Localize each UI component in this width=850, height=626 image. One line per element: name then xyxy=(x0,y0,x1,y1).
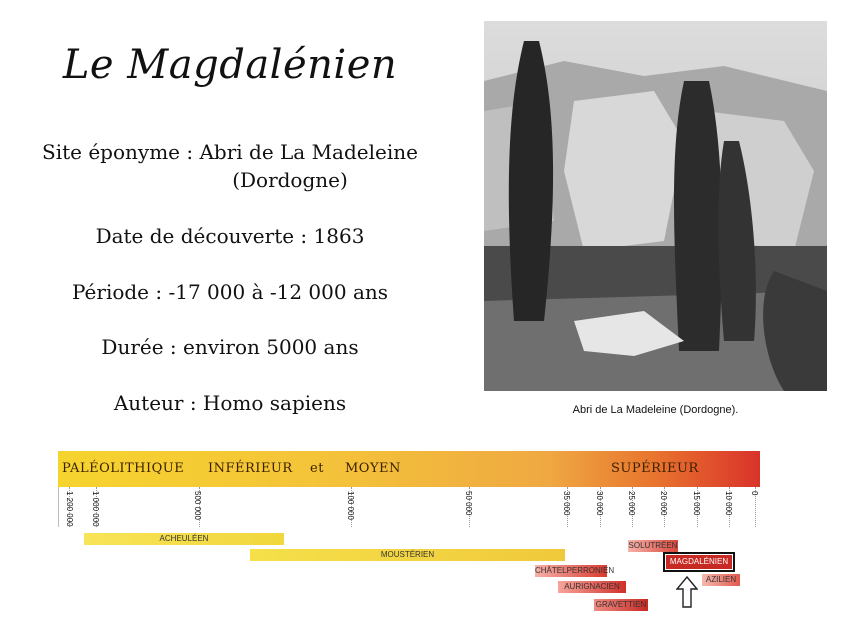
period: Période : -17 000 à -12 000 ans xyxy=(71,280,389,304)
label-moyen: MOYEN xyxy=(345,461,401,476)
tick-label: 20 000 xyxy=(659,491,668,516)
site-eponyme: Site éponyme : Abri de La Madeleine xyxy=(42,140,418,164)
up-arrow-icon xyxy=(676,576,698,608)
discovery-date: Date de découverte : 1863 xyxy=(95,224,365,248)
duration: Durée : environ 5000 ans xyxy=(101,335,359,359)
culture-azilien: AZILIEN xyxy=(702,574,740,586)
tick-label: 35 000 xyxy=(562,491,571,516)
culture-magdalenien: MAGDALÉNIEN xyxy=(666,555,732,569)
label-paleolithique: PALÉOLITHIQUE xyxy=(62,461,185,476)
label-et: et xyxy=(310,461,324,476)
timeline-band xyxy=(58,451,760,487)
photo-caption: Abri de La Madeleine (Dordogne). xyxy=(572,404,739,416)
culture-chatelperronien: CHÂTELPERRONIEN xyxy=(535,566,615,575)
culture-solutreen: SOLUTRÉEN xyxy=(628,541,678,550)
tick-label: 30 000 xyxy=(595,491,604,516)
tick-label: 100 000 xyxy=(346,491,355,520)
timeline-scale xyxy=(58,487,761,527)
tick-label: 0 xyxy=(750,491,759,496)
site-region: (Dordogne) xyxy=(232,168,348,192)
culture-acheuleen: ACHEULÉEN xyxy=(84,533,284,545)
abri-photo xyxy=(484,21,827,391)
tick-label: 500 000 xyxy=(193,491,202,520)
tick-label: 15 000 xyxy=(692,491,701,516)
tick-label: 1 200 000 xyxy=(65,491,74,527)
tick-label: 50 000 xyxy=(464,491,473,516)
culture-gravettien: GRAVETTIEN xyxy=(595,600,647,609)
culture-mousterien: MOUSTÉRIEN xyxy=(250,549,565,561)
rock-shelter-image xyxy=(484,21,827,391)
tick-label: 10 000 xyxy=(724,491,733,516)
page-title: Le Magdalénien xyxy=(62,42,398,88)
label-inferieur: INFÉRIEUR xyxy=(208,461,293,476)
tick-label: 1 000 000 xyxy=(91,491,100,527)
author: Auteur : Homo sapiens xyxy=(113,391,347,415)
label-superieur: SUPÉRIEUR xyxy=(611,461,699,476)
tick-label: 25 000 xyxy=(627,491,636,516)
culture-aurignacien: AURIGNACIEN xyxy=(558,581,626,593)
